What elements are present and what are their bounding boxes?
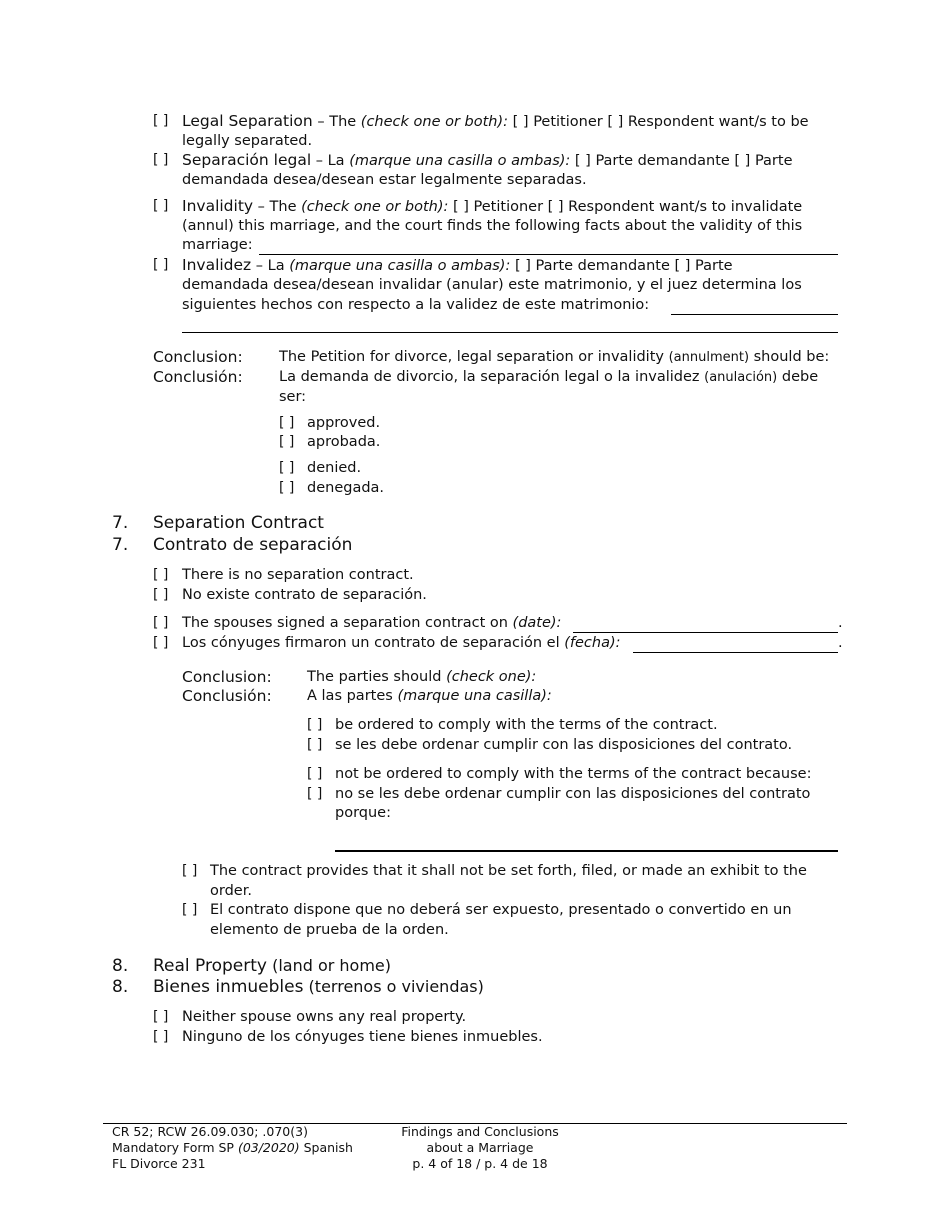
invalidity-en: Invalidity – The (check one or both): [ ] Petitioner [ ] Respondent want/s to invalidate	[182, 197, 803, 215]
signed-contract-es: Los cónyuges firmaron un contrato de separación el (fecha):	[182, 635, 621, 651]
denegada-label: denegada.	[307, 480, 385, 496]
provides-en: The contract provides that it shall not be set forth, filed, or made an exhibit to the	[210, 863, 807, 879]
parties-en: The parties should (check one):	[307, 669, 537, 685]
provides-checkbox-es[interactable]: [ ]	[182, 902, 198, 918]
not-comply-es-line2: porque:	[335, 805, 391, 821]
comply-checkbox-es[interactable]: [ ]	[307, 737, 323, 753]
conclusion-text-es-line2: ser:	[279, 389, 307, 405]
provides-checkbox[interactable]: [ ]	[182, 863, 198, 879]
approved-label: approved.	[307, 415, 381, 431]
invalidity-es-line2: demandada desea/desean invalidar (anular) este matrimonio, y el juez determina los	[182, 277, 802, 293]
denied-label: denied.	[307, 460, 362, 476]
provides-es: El contrato dispone que no deberá ser expuesto, presentado o convertido en un	[210, 902, 792, 918]
footer-title: Findings and Conclusions	[401, 1124, 559, 1139]
legal-separation-en-line2: legally separated.	[182, 133, 313, 149]
no-real-property-checkbox-es[interactable]: [ ]	[153, 1029, 169, 1045]
footer-citation: CR 52; RCW 26.09.030; .070(3)	[112, 1124, 308, 1139]
comply-en: be ordered to comply with the terms of the contract.	[335, 717, 718, 733]
section-7-number: 7.	[112, 513, 129, 533]
invalidity-es-line3: siguientes hechos con respecto a la validez de este matrimonio:	[182, 297, 650, 313]
s7-conclusion-label-en: Conclusion:	[182, 668, 272, 686]
signed-contract-en: The spouses signed a separation contract on (date):	[182, 615, 562, 631]
footer-subtitle: about a Marriage	[426, 1140, 534, 1155]
footer-page-number: p. 4 of 18 / p. 4 de 18	[412, 1156, 548, 1171]
no-contract-en: There is no separation contract.	[182, 567, 414, 583]
legal-separation-es: Separación legal – La (marque una casilla o ambas): [ ] Parte demandante [ ] Parte	[182, 151, 793, 169]
no-contract-es: No existe contrato de separación.	[182, 587, 427, 603]
signed-period: .	[838, 615, 843, 631]
no-contract-checkbox[interactable]: [ ]	[153, 567, 169, 583]
section-8-title-es: Bienes inmuebles (terrenos o viviendas)	[153, 977, 484, 997]
footer-form-number: FL Divorce 231	[112, 1156, 206, 1171]
invalidity-es: Invalidez – La (marque una casilla o ambas): [ ] Parte demandante [ ] Parte	[182, 256, 733, 274]
section-8-number-es: 8.	[112, 977, 129, 997]
comply-checkbox[interactable]: [ ]	[307, 717, 323, 733]
conclusion-text-es: La demanda de divorcio, la separación legal o la invalidez (anulación) debe	[279, 369, 819, 385]
comply-es: se les debe ordenar cumplir con las disposiciones del contrato.	[335, 737, 793, 753]
aprobada-label: aprobada.	[307, 434, 381, 450]
conclusion-label-en: Conclusion:	[153, 348, 243, 366]
no-real-property-en: Neither spouse owns any real property.	[182, 1009, 467, 1025]
not-comply-es: no se les debe ordenar cumplir con las disposiciones del contrato	[335, 786, 811, 802]
parties-es: A las partes (marque una casilla):	[307, 688, 552, 704]
contract-date-field-es[interactable]	[633, 652, 838, 653]
not-comply-checkbox-es[interactable]: [ ]	[307, 786, 323, 802]
no-contract-checkbox-es[interactable]: [ ]	[153, 587, 169, 603]
invalidity-facts-field-extra[interactable]	[182, 332, 838, 333]
conclusion-text-en: The Petition for divorce, legal separation or invalidity (annulment) should be:	[279, 349, 830, 365]
legal-separation-en: Legal Separation – The (check one or both): [ ] Petitioner [ ] Respondent want/s to be	[182, 112, 809, 130]
not-comply-en: not be ordered to comply with the terms of the contract because:	[335, 766, 812, 782]
invalidity-facts-field-es[interactable]	[671, 314, 838, 315]
provides-en-line2: order.	[210, 883, 252, 899]
signed-contract-checkbox-es[interactable]: [ ]	[153, 635, 169, 651]
legal-separation-checkbox[interactable]: [ ]	[153, 113, 169, 129]
denied-checkbox[interactable]: [ ]	[279, 460, 295, 476]
provides-es-line2: elemento de prueba de la orden.	[210, 922, 449, 938]
no-real-property-es: Ninguno de los cónyuges tiene bienes inmuebles.	[182, 1029, 543, 1045]
section-8-title-en: Real Property (land or home)	[153, 956, 392, 976]
no-real-property-checkbox[interactable]: [ ]	[153, 1009, 169, 1025]
s7-conclusion-label-es: Conclusión:	[182, 687, 272, 705]
approved-checkbox[interactable]: [ ]	[279, 415, 295, 431]
legal-separation-es-line2: demandada desea/desean estar legalmente separadas.	[182, 172, 587, 188]
signed-period-es: .	[838, 635, 843, 651]
section-8-number: 8.	[112, 956, 129, 976]
footer-form-id: Mandatory Form SP (03/2020) Spanish	[112, 1140, 353, 1155]
conclusion-label-es: Conclusión:	[153, 368, 243, 386]
invalidity-en-line3: marriage:	[182, 237, 253, 253]
invalidity-checkbox-es[interactable]: [ ]	[153, 257, 169, 273]
invalidity-checkbox[interactable]: [ ]	[153, 198, 169, 214]
denegada-checkbox[interactable]: [ ]	[279, 480, 295, 496]
aprobada-checkbox[interactable]: [ ]	[279, 434, 295, 450]
not-comply-checkbox[interactable]: [ ]	[307, 766, 323, 782]
invalidity-en-line2: (annul) this marriage, and the court finds the following facts about the validity of this	[182, 218, 803, 234]
not-comply-reason-field[interactable]	[335, 850, 838, 852]
section-7-title-es: Contrato de separación	[153, 535, 353, 555]
section-7-number-es: 7.	[112, 535, 129, 555]
section-7-title-en: Separation Contract	[153, 513, 324, 533]
legal-separation-checkbox-es[interactable]: [ ]	[153, 152, 169, 168]
signed-contract-checkbox[interactable]: [ ]	[153, 615, 169, 631]
